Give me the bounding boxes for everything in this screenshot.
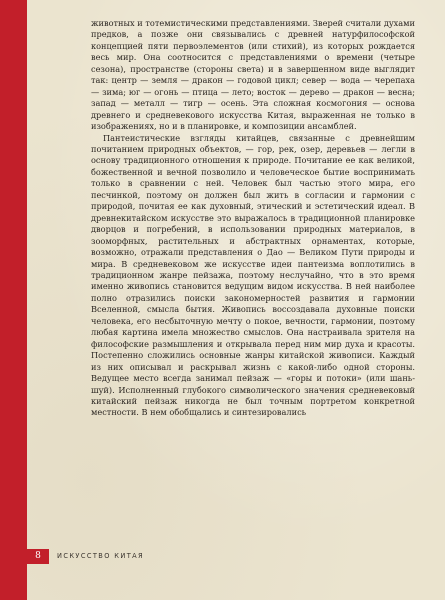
paragraph-continued: животных и тотемистическими представлениями. Зверей считали духами предков, а позже они связывались с древней натурфилософской концепцией пяти первоэлементов (или стихий), из которых рождается весь мир. Она соотносится с представлениями о времени (четыре сезона), пространстве (стороны света) и в завершенном виде выглядит так: центр — земля — дракон — годовой цикл; север — вода — черепаха — зима; юг — огонь — птица — лето; восток — дерево — дракон — весна; запад — металл — тигр — осень. Эта сложная космогония — основа древнего и средневекового искусства Китая, выраженная не только в изображениях, но и в планировке, и композиции ансамблей. [91,18,415,132]
paragraph: Пантеистические взгляды китайцев, связанные с древнейшим почитанием природных объектов, — гор, рек, озер, деревьев — легли в основу традиционного отношения к природе. Почитание ее как великой, божественной и вечной позволило и человеческое бытие воспринимать только в сравнении с ней. Человек был частью этого мира, его песчинкой, поэтому он должен был жить в согласии и гармонии с природой, почитая ее как духовный, этический и эстетический идеал. В древнекитайском искусстве это выражалось в традиционной планировке дворцов и погребений, в использовании природных материалов, в зооморфных, растительных и абстрактных орнаментах, которые, возможно, отражали представления о Дао — Великом Пути природы и мира. В средневековом же искусстве идеи пантеизма воплотились в традиционном жанре пейзажа, поэтому неслучайно, что в это время именно живопись становится ведущим видом искусства. В ней наиболее полно отразились поиски закономерностей развития и гармонии Вселенной, смысла бытия. Живопись воссоздавала духовные поиски человека, его несбыточную мечту о покое, вечности, гармонии, поэтому любая картина имела множество смыслов. Она настраивала зрителя на философские размышления и открывала перед ним мир духа и красоты. Постепенно сложились основные жанры китайской живописи. Каждый из них описывал и раскрывал жизнь с какой-либо одной стороны. Ведущее место всегда занимал пейзаж — «горы и потоки» (или шань-шуй). Исполненный глубокого символического значения средневековый китайский пейзаж никогда не был точным портретом конкретной местности. В нем обобщались и синтезировались [91,132,415,418]
page-footer [0,549,445,564]
running-title: ИСКУССТВО КИТАЯ [57,552,145,560]
red-side-band [0,0,27,600]
page-number: 8 [27,549,49,564]
body-text [91,18,415,419]
